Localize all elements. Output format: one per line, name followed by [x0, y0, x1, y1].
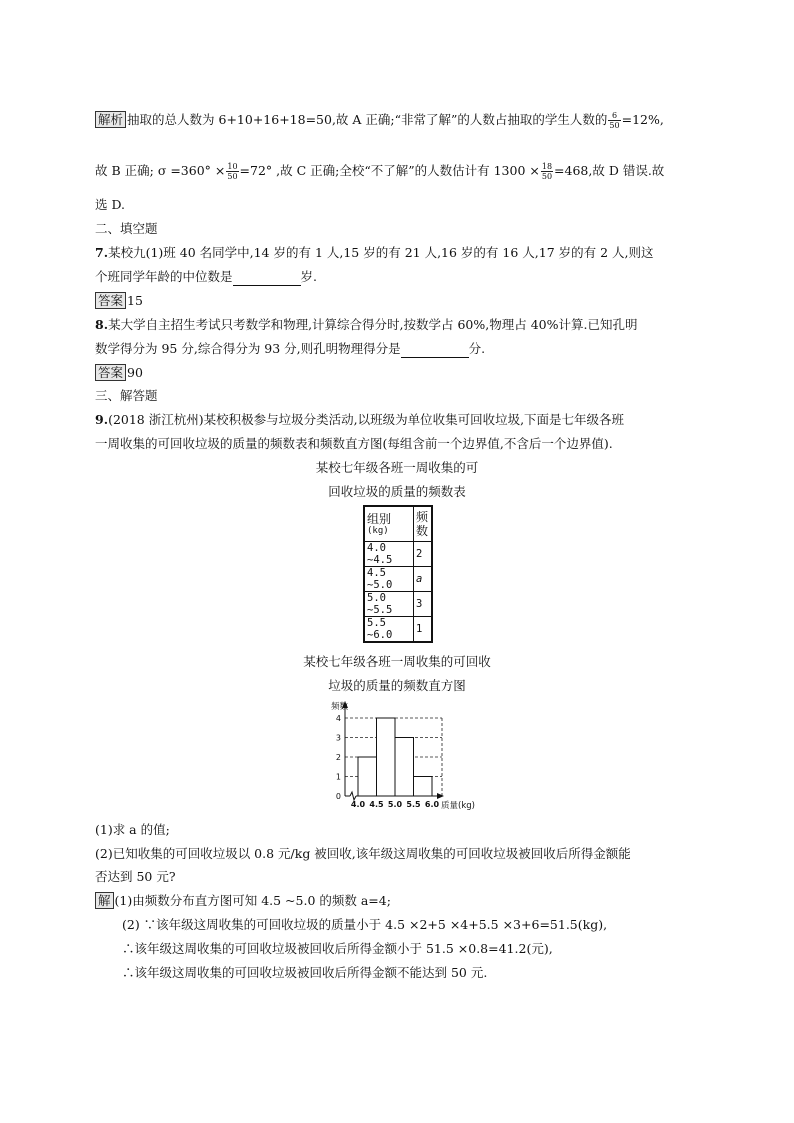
- frequency-table: [363, 505, 433, 643]
- histogram-bar: [395, 738, 414, 797]
- q9-number: 9.: [95, 412, 109, 427]
- y-axis-label: 频数: [331, 702, 349, 712]
- x-tick-label: 5.0: [387, 800, 403, 809]
- table-row: [364, 592, 432, 617]
- chart-title-2: 垃圾的质量的频数直方图: [328, 678, 466, 693]
- y-tick-label: 2: [335, 753, 341, 762]
- group-cell: 5.0 ~5.5: [364, 592, 414, 617]
- x-axis-label: 质量(kg): [441, 801, 475, 811]
- x-axis-arrow: [437, 793, 444, 799]
- p6-line-1: 解析 抽取的总人数为 6+10+16+18=50,故 A 正确;“非常了解”的人数占抽取的学生人数的 $\frac{6}{50}$ =12%,: [95, 111, 664, 130]
- axis-break-mark: [350, 792, 356, 800]
- x-tick-label: 6.0: [424, 800, 440, 809]
- table-row: [364, 542, 432, 567]
- q8-number: 8.: [95, 317, 109, 332]
- group-cell: 4.5 ~5.0: [364, 567, 414, 592]
- header-group-cell: 组别 (kg): [364, 506, 414, 542]
- y-tick-label: 4: [335, 714, 341, 723]
- histogram-bar: [377, 718, 396, 796]
- analysis-tag: 解析: [95, 111, 126, 128]
- y-tick-label: 3: [335, 733, 341, 743]
- q7-number: 7.: [95, 245, 109, 260]
- table-row: [364, 567, 432, 592]
- q7-line-2: 个班同学年龄的中位数是 岁.: [95, 269, 317, 284]
- fraction-18-50: $\frac{18}{50}$: [541, 162, 553, 181]
- table-header-row: [364, 506, 432, 542]
- q8-line-2: 数学得分为 95 分,综合得分为 93 分,则孔明物理得分是 分.: [95, 341, 486, 356]
- q9-sub-2-line-2: 否达到 50 元?: [95, 869, 176, 884]
- y-tick-label: 1: [335, 772, 341, 782]
- x-tick-label: 4.0: [350, 800, 366, 809]
- q7-answer-blank: [233, 272, 301, 286]
- q9-line-2: 一周收集的可回收垃圾的质量的频数表和频数直方图(每组含前一个边界值,不含后一个边界值).: [95, 436, 613, 451]
- q9-solution-4: ∴该年级这周收集的可回收垃圾被回收后所得金额不能达到 50 元.: [122, 965, 488, 980]
- p6-text-1: 抽取的总人数为 6+10+16+18=50,故 A 正确;“非常了解”的人数占抽取的学生人数的: [127, 112, 608, 127]
- q8-line-1: 8.某大学自主招生考试只考数学和物理,计算综合得分时,按数学占 60%,物理占 40%计算.已知孔明: [95, 317, 638, 332]
- group-cell: 5.5 ~6.0: [364, 617, 414, 643]
- x-tick-label: 5.5: [406, 800, 421, 809]
- group-cell: 4.0 ~4.5: [364, 542, 414, 567]
- frequency-cell: 3: [414, 592, 433, 617]
- frequency-cell: 2: [414, 542, 433, 567]
- table-title-2: 回收垃圾的质量的频数表: [328, 484, 466, 499]
- q7-line-1: 7.某校九(1)班 40 名同学中,14 岁的有 1 人,15 岁的有 21 人,16 岁的有 16 人,17 岁的有 2 人,则这: [95, 245, 654, 260]
- fraction-10-50: $\frac{10}{50}$: [227, 162, 238, 181]
- section-heading-fill-blank: 二、填空题: [95, 221, 158, 236]
- frequency-cell: 1: [414, 617, 433, 643]
- q9-solution-2: (2) ∵该年级这周收集的可回收垃圾的质量小于 4.5 ×2+5 ×4+5.5 ×3+6=51.5(kg),: [122, 917, 608, 932]
- section-heading-solve: 三、解答题: [95, 388, 158, 403]
- answer-tag: 答案: [95, 364, 126, 381]
- frequency-cell: a: [414, 567, 433, 592]
- fraction-6-50: $\frac{6}{50}$: [609, 111, 620, 130]
- q8-answer: 答案 90: [95, 364, 143, 382]
- solution-tag: 解: [95, 892, 114, 909]
- chart-title-1: 某校七年级各班一周收集的可回收: [303, 654, 491, 669]
- table-title-1: 某校七年级各班一周收集的可: [315, 460, 479, 475]
- p6-line-3: 选 D.: [95, 197, 126, 212]
- q8-answer-blank: [401, 344, 469, 358]
- q9-solution-1: 解 (1)由频数分布直方图可知 4.5 ~5.0 的频数 a=4;: [95, 892, 391, 910]
- histogram-bar: [414, 777, 433, 797]
- header-frequency-cell: 频 数: [414, 506, 433, 542]
- answer-tag: 答案: [95, 292, 126, 309]
- frequency-histogram: [300, 700, 500, 816]
- p6-line-2: 故 B 正确; σ =360° × $\frac{10}{50}$ =72° ,故 C 正确;全校“不了解”的人数估计有 1300 × $\frac{18}{50}$ =468,故 D 错误.故: [95, 162, 665, 181]
- q9-sub-1: (1)求 a 的值;: [95, 822, 170, 837]
- q7-answer: 答案 15: [95, 292, 143, 310]
- q9-solution-3: ∴该年级这周收集的可回收垃圾被回收后所得金额小于 51.5 ×0.8=41.2(元),: [122, 941, 553, 956]
- q9-sub-2-line-1: (2)已知收集的可回收垃圾以 0.8 元/kg 被回收,该年级这周收集的可回收垃圾被回收后所得金额能: [95, 846, 631, 861]
- q9-line-1: 9.(2018 浙江杭州)某校积极参与垃圾分类活动,以班级为单位收集可回收垃圾,下面是七年级各班: [95, 412, 625, 427]
- y-tick-label: 0: [335, 792, 341, 801]
- histogram-bar: [358, 757, 377, 796]
- x-tick-label: 4.5: [369, 800, 384, 809]
- table-row: [364, 617, 432, 643]
